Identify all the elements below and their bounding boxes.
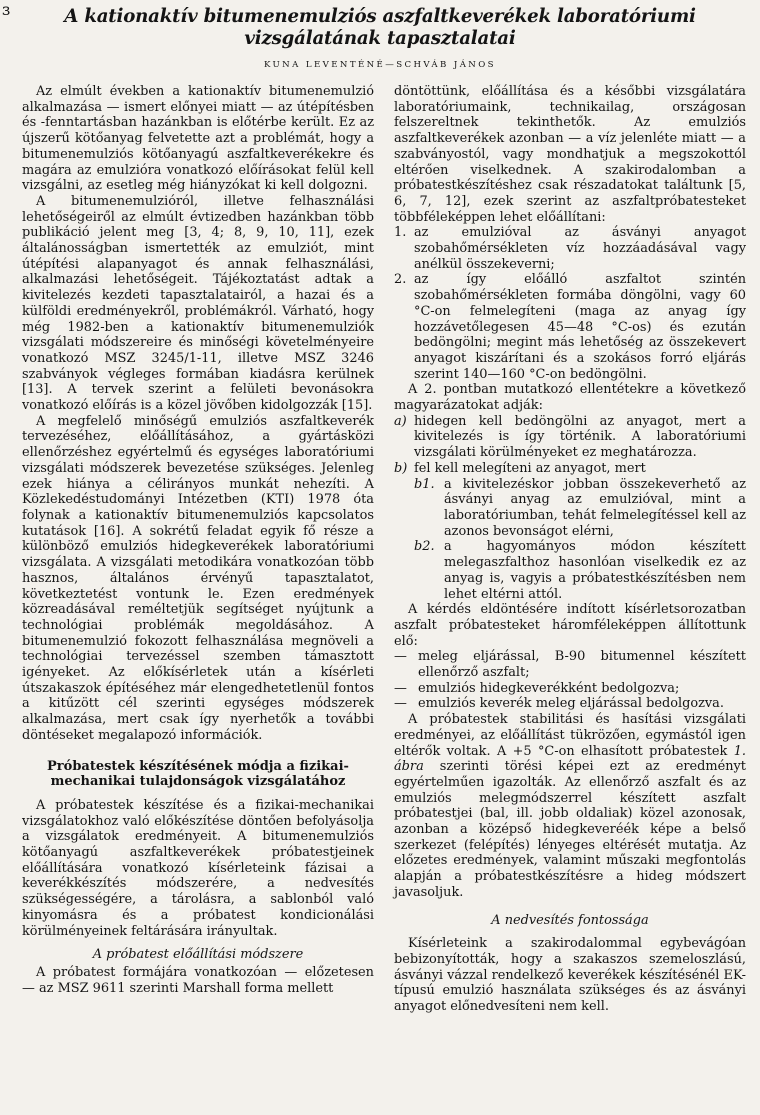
numbered-list: [394, 225, 746, 382]
subsection-heading: A nedvesítés fontossága: [491, 912, 649, 928]
list-item-b1: [394, 477, 746, 540]
item-text: a kivitelezéskor jobban összekeverhető az ásványi anyag az emulzióval, mint a laboratóriumban, tehát felmelegítéssel kell az azonos bevonságot elérni,: [444, 476, 746, 539]
list-number: 1.: [394, 225, 407, 241]
paragraph: A 2. pontban mutatkozó ellentétekre a következő magyarázatokat adják:: [394, 382, 746, 414]
article-title: A kationaktív bitumenemulziós aszfaltkeverékek laboratóriumi vizsgálatának tapasztalatai: [64, 6, 696, 49]
list-number: 2.: [394, 272, 407, 288]
paragraph: A próbatest formájára vonatkozóan — előzetesen — az MSZ 9611 szerinti Marshall forma mellett: [22, 964, 374, 996]
figure-reference: 1. ábra: [394, 743, 746, 775]
paragraph: A próbatestek készítése és a fizikai-mechanikai vizsgálatokhoz való előkészítése döntően befolyásolja a vizsgálatok eredményeit. A bitumenemulziós kötőanyagú aszfaltkeverékek próbatestjeinek előállítására vonatkozó kísérleteink fázisai a keverékkészítés módszerére, a nedvesítés szükségességére, a tárolásra, a sablonból való kinyomásra és a próbatest kondicionálási körülményeinek feltárására irányultak.: [22, 797, 374, 939]
list-item-b: [394, 461, 746, 477]
paragraph: döntöttünk, előállítása és a későbbi vizsgálatára laboratóriumaink, technikailag, országosan felszereltnek tekinthetők. Az emulziós aszfaltkeverékek azonban — a víz jelenléte miatt — a szabványostól, vagy mondhatjuk a megszokottól eltérően viselkednek. A szakirodalomban a próbatestkészítéshez csak részadatokat találtunk [5, 6, 7, 12], ezek szerint az aszfaltpróbatesteket többféleképpen lehet előállítani:: [394, 84, 746, 225]
paragraph: A kérdés eldöntésére indított kísérletsorozatban aszfalt próbatesteket háromféleképpen állítottunk elő:: [394, 602, 746, 649]
list-item: [394, 225, 746, 272]
article-body: [14, 84, 746, 1015]
dash-item: [394, 649, 746, 680]
corner-mark: ɜ: [2, 0, 11, 19]
dash-text: meleg eljárással, B-90 bitumennel készített ellenőrző aszfalt;: [418, 649, 746, 681]
paragraph: Kísérleteink a szakirodalommal egybevágóan bebizonyították, hogy a szakaszos szemeloszlású, ásványi vázzal rendelkező keverékek készítésénél EK-típusú emulzió használata szükséges és az ásványi anyagot előnedvesíteni nem kell.: [394, 936, 746, 1015]
list-item-a: [394, 414, 746, 461]
dash-text: emulziós hidegkeverékként bedolgozva;: [418, 680, 680, 696]
item-label: b2.: [414, 539, 435, 555]
list-item: [394, 272, 746, 382]
item-label: b1.: [414, 476, 435, 492]
item-text: hidegen kell bedöngölni az anyagot, mert a kivitelezés is így történik. A laboratóriumi vizsgálati körülményeket ez meghatározza.: [414, 413, 746, 461]
dash-item: [394, 696, 746, 712]
paragraph-text: A próbatestek stabilitási és hasítási vizsgálati eredményei, az előállítást tükrözően, egymástól igen eltérők voltak. A +5 °C-on elhasított próbatestek: [394, 712, 746, 759]
right-column: [394, 84, 746, 1015]
paragraph: Az elmúlt években a kationaktív bitumenemulzió alkalmazása — ismert előnyei miatt — az útépítésben és -fenntartásban hazánkban is előtérbe került. Ez az újszerű kötőanyag felvetette azt a problémát, hogy a bitumenemulziós kötőanyagú aszfaltkeverékekre és magára az emulzióra vonatkozó előírásokat felül kell vizsgálni, az esetleg még hiányzókat ki kell dolgozni.: [22, 84, 374, 194]
article-authors: KUNA LEVENTÉNÉ—SCHVÁB JÁNOS: [264, 60, 496, 70]
item-label: a): [394, 413, 407, 429]
paragraph-text: szerinti törési képei ezt az eredményt egyértelműen igazolták. Az ellenőrző aszfalt és az emulziós melegmódszerrel készített aszfalt próbatestjei (bal, ill. jobb oldaliak) közel azonosak, azonban a középső hidegkeveréék képe a belső szerkezet (felépítés) lényeges eltérését mutatja. Az előzetes eredmények, valamint műszaki megfontolás alapján a próbatestkészítésre a hideg módszert javasoljuk.: [394, 759, 746, 900]
item-text: fel kell melegíteni az anyagot, mert: [414, 460, 646, 476]
dash-mark: —: [394, 696, 407, 712]
item-text: a hagyományos módon készített melegaszfalthoz hasonlóan viselkedik ez az anyag is, vagyis a próbatestkészítésben nem lehet eltérni attól.: [444, 539, 746, 602]
list-text: az így előálló aszfaltot szintén szobahőmérsékleten formába döngölni, vagy 60 °C-on felmelegíteni (maga az anyag így hozzávetőlegesen 45—48 °C-os) és ezután bedöngölni; megint más lehetőség az összekevert anyagot kiszárítani és a szokásos forró eljárás szerint 140—160 °C-on bedöngölni.: [414, 272, 746, 382]
paragraph: A megfelelő minőségű emulziós aszfaltkeverék tervezéséhez, előállításához, a gyártásközi ellenőrzéshez egyértelmű és egységes laboratóriumi vizsgálati módszerek bevezetése szükséges. Jelenleg ezek hiánya a célirányos munkát nehezíti. A Közlekedéstudományi Intézetben (KTI) 1978 óta folynak a kationaktív bitumenemulziós kapcsolatos kutatások [16]. A sokrétű feladat egyik fő része a különböző emulziós hidegkeverékek laboratóriumi vizsgálata. A vizsgálati metodikára vonatkozóan több hasznos, általános érvényű tapasztalatot, következtetést vontunk le. Ezen eredmények közreadásával reméltetjük segítséget nyújtunk a technológiai problémák megoldásához. A bitumenemulzió fokozott felhasználása megnöveli a technológiai tervezéssel szemben támasztott igényeket. Az előkísérletek után a kísérleti útszakaszok építéséhez már elengedhetetlenül fontos a kitűzött cél szerinti egységes módszerek alkalmazása, mert csak így nyerhetők a további döntéseket megalapozó információk.: [22, 413, 374, 743]
subsection-heading: A próbatest előállítási módszere: [92, 947, 304, 963]
paragraph: [394, 712, 746, 900]
list-text: az emulzióval az ásványi anyagot szobahőmérsékleten víz hozzáadásával vagy anélkül összekeverni;: [414, 225, 746, 272]
dash-mark: —: [394, 680, 407, 696]
dash-item: [394, 681, 746, 697]
left-column: [14, 84, 374, 1015]
list-item-b2: [394, 539, 746, 602]
paragraph: A bitumenemulzióról, illetve felhasználási lehetőségeiről az elmúlt évtizedben hazánkban több publikáció jelent meg [3, 4; 8, 9, 10, 11], ezek általánosságban ismertették az emulziót, mint útépítési alapanyagot és annak felhasználási, alkalmazási lehetőségeit. Tájékoztatást adtak a kivitelezés kezdeti tapasztalatairól, a hazai és a külföldi eredményekről, problémákról. Várható, hogy még 1982-ben a kationaktív bitumenemulziók vizsgálati módszereire és minőségi követelményeire vonatkozó MSZ 3245/1-11, illetve MSZ 3246 szabványok végleges formában kiadásra kerülnek [13]. A tervek szerint a felületi bevonásokra vonatkozó előírás is a közel jövőben kidolgozzák [15].: [22, 193, 374, 414]
dash-mark: —: [394, 649, 407, 665]
item-label: b): [394, 460, 408, 476]
section-heading: Próbatestek készítésének módja a fizikai-mechanikai tulajdonságok vizsgálatához: [47, 758, 349, 790]
dash-text: emulziós keverék meleg eljárással bedolgozva.: [418, 696, 724, 712]
